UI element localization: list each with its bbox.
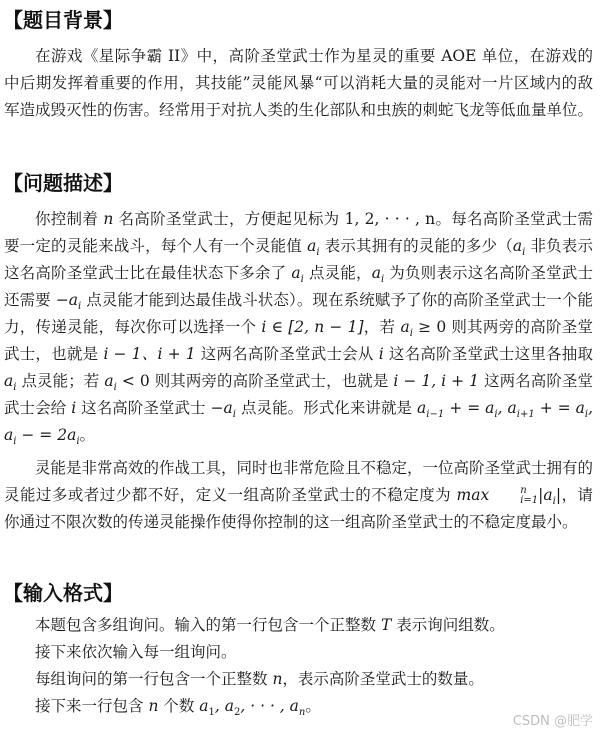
input-format-line-4: 接下来一行包含 n 个数 $a_1$, $a_2$, · · · , $a_n$。 xyxy=(35,697,321,719)
background-paragraph: 在游戏《星际争霸 II》中，高阶圣堂武士作为星灵的重要 AOE 单位，在游戏的中后期发挥着重要的作用，其技能”灵能风暴“可以消耗大量的灵能对一片区域内的敌军造成毁灭性的伤害。经常用于对抗人类的生化部队和虫族的刺蛇飞龙等低血量单位。 xyxy=(4,47,594,119)
description-paragraph-2: 灵能是非常高效的作战工具，同时也非常危险且不稳定，一位高阶圣堂武士拥有的灵能过多或者过少都不好，定义一组高阶圣堂武士的不稳定度为 max n i=1 $|a_i|$，请你通过不限次数的传递灵能操作使得你控制的这一组高阶圣堂武士的不稳定度最小。 xyxy=(4,459,594,531)
input-format-section xyxy=(0,580,603,720)
input-format-line-3: 每组询问的第一行包含一个正整数 n，表示高阶圣堂武士的数量。 xyxy=(35,670,484,688)
description-paragraph-1: 你控制着 n 名高阶圣堂武士，方便起见标为 1, 2, · · · , n。每名高阶圣堂武士需要一定的灵能来战斗，每个人有一个灵能值 $a_i$ 表示其拥有的灵能的多少（$a_i$ 非负表示这名高阶圣堂武士比在最佳状态下多余了 $a_i$ 点灵能，$a_i$ 为负则表示这名高阶圣堂武士还需要 $-a_i$ 点灵能才能到达最佳战斗状态）。现在系统赋予了你的高阶圣堂武士一个能力，传递灵能，每次你可以选择一个 i ∈ [2, n − 1]，若 $a_i \ge 0$ 则其两旁的高阶圣堂武士，也就是 i − 1、i + 1 这两名高阶圣堂武士会从 i 这名高阶圣堂武士这里各抽取 $a_i$ 点灵能；若 $a_i < 0$ 则其两旁的高阶圣堂武士，也就是 i − 1, i + 1 这两名高阶圣堂武士会给 i 这名高阶圣堂武士 $-a_i$ 点灵能。形式化来讲就是 $a_{i-1}$ + = $a_i$, $a_{i+1}$ + = $a_i$, $a_i$ − = $2a_i$。 xyxy=(4,210,594,448)
description-section xyxy=(0,170,603,536)
input-format-line-2: 接下来依次输入每一组询问。 xyxy=(35,643,237,661)
description-title: 【问题描述】 xyxy=(3,171,123,195)
background-section xyxy=(0,7,603,124)
input-format-line-1: 本题包含多组询问。输入的第一行包含一个正整数 T 表示询问组数。 xyxy=(35,616,505,634)
csdn-watermark: CSDN @肥学 xyxy=(512,714,593,729)
background-title: 【题目背景】 xyxy=(3,8,123,32)
input-format-title: 【输入格式】 xyxy=(3,581,123,605)
